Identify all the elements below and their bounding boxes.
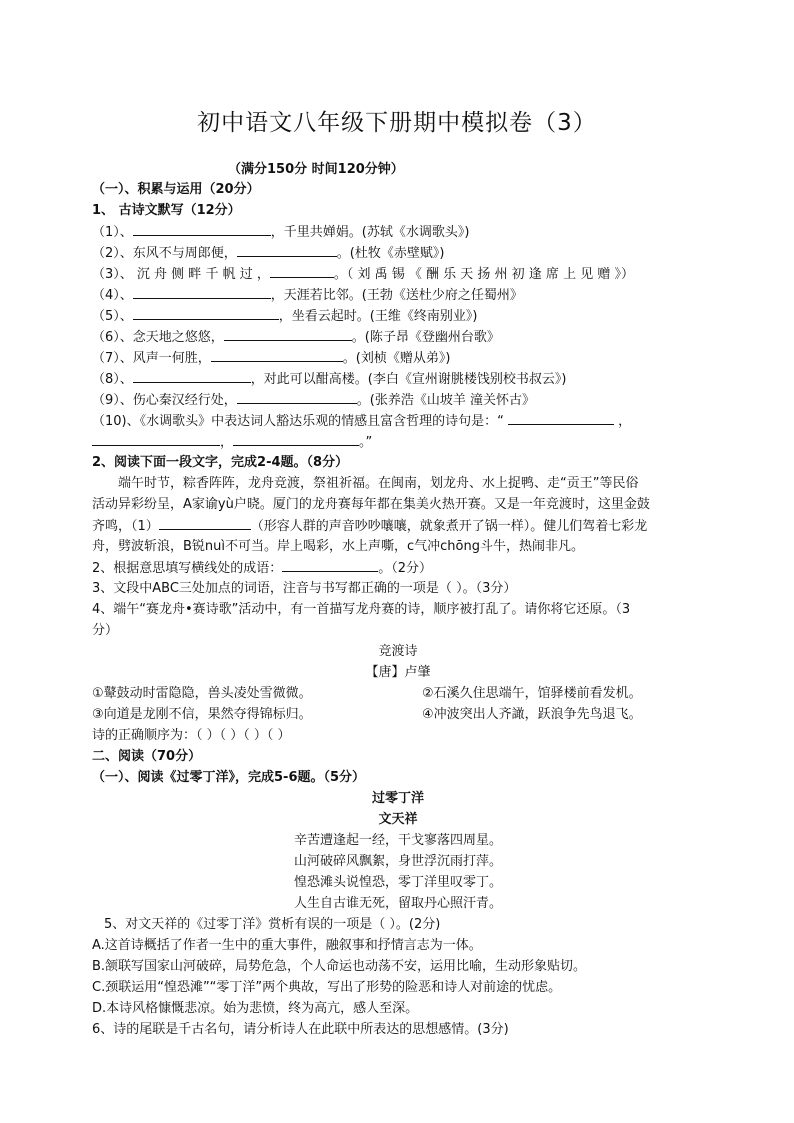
q1-item-10: （10)、《水调歌头》中表达词人豁达乐观的情感且富含哲理的诗句是：“ ， <box>92 414 632 429</box>
q6-question: 6、诗的尾联是千古名句，请分析诗人在此联中所表达的思想感情。(3分) <box>92 1022 509 1037</box>
answer-blank[interactable] <box>508 412 614 425</box>
section1-heading: （一）、积累与运用（20分） <box>92 182 260 197</box>
q1-item-8: （8）、 ，对此可以酣高楼。(李白《宣州谢朓楼饯别校书叔云》) <box>92 372 567 387</box>
answer-blank[interactable] <box>233 433 359 446</box>
q1-heading: 1、 古诗文默写（12分） <box>92 203 241 218</box>
poem1-line: ②石溪久住思端午，馆驿楼前看发机。 <box>422 686 642 701</box>
q4-question: 4、端午“赛龙舟•赛诗歌”活动中，有一首描写龙舟赛的诗，顺序被打乱了。请你将它还原。（3 <box>92 602 631 617</box>
answer-blank[interactable] <box>270 265 334 278</box>
poem2-line: 山河破碎风飘絮，身世浮沉雨打萍。 <box>293 854 502 869</box>
q1-item-5: （5）、 ，坐看云起时。(王维《终南别业》) <box>92 309 478 324</box>
q5-question: 5、对文天祥的《过零丁洋》赏析有误的一项是（ ）。(2分) <box>104 917 441 932</box>
answer-blank[interactable] <box>237 244 337 257</box>
page-title: 初中语文八年级下册期中模拟卷（3） <box>197 110 597 136</box>
answer-blank[interactable] <box>224 328 352 341</box>
answer-blank[interactable] <box>133 223 271 236</box>
answer-blank[interactable] <box>133 307 279 320</box>
q1-item-3: （3）、 沉 舟 侧 畔 千 帆 过 ， 。（ 刘 禹 锡 《 酬 乐 天 扬 州 初 逢 席 上 见 赠 》） <box>92 267 634 282</box>
poem1-line: ③向道是龙刚不信，果然夺得锦标归。 <box>92 707 312 722</box>
passage-line: 端午时节，粽香阵阵，龙舟竞渡，祭祖祈福。在闽南，划龙舟、水上捉鸭、走“贡王”等民俗 <box>118 476 639 491</box>
poem2-line: 辛苦遭逢起一经，干戈寥落四周星。 <box>293 833 502 848</box>
q5-option-c: C.颈联运用“惶恐滩”“零丁洋”两个典故，写出了形势的险恶和诗人对前途的忧虑。 <box>92 980 562 995</box>
section2-sub1: （一）、阅读《过零丁洋》，完成5-6题。（5分） <box>92 770 366 785</box>
q3-question: 3、文段中ABC三处加点的词语，注音与书写都正确的一项是（ ）。（3分） <box>92 581 517 596</box>
answer-blank[interactable] <box>92 433 220 446</box>
q1-item-1: （1）、 ，千里共婵娟。(苏轼《水调歌头》) <box>92 225 470 240</box>
q5-option-a: A.这首诗概括了作者一生中的重大事件，融叙事和抒情言志为一体。 <box>92 938 482 953</box>
poem1-author: 【唐】卢肇 <box>365 665 431 680</box>
poem2-title: 过零丁洋 <box>371 791 424 806</box>
answer-blank[interactable] <box>282 559 378 572</box>
poem2-line: 惶恐滩头说惶恐，零丁洋里叹零丁。 <box>293 875 502 890</box>
q1-item-6: （6）、念天地之悠悠， 。(陈子昂《登幽州台歌》 <box>92 330 500 345</box>
q1-item-10-cont: ， 。” <box>92 433 704 452</box>
passage-line: 齐鸣，（1） （形容人群的声音吵吵嚷嚷，就象煮开了锅一样）。健儿们驾着七彩龙 <box>92 519 648 534</box>
poem2-line: 人生自古谁无死，留取丹心照汗青。 <box>293 896 502 911</box>
poem1-order: 诗的正确顺序为：（ ）（ ）（ ）（ ） <box>92 728 291 743</box>
q4-question-cont: 分） <box>92 623 119 638</box>
answer-blank[interactable] <box>133 370 251 383</box>
answer-blank[interactable] <box>237 391 357 404</box>
q1-item-4: （4）、 ，天涯若比邻。(王勃《送杜少府之任蜀州》 <box>92 288 523 303</box>
answer-blank[interactable] <box>133 286 271 299</box>
q2-heading: 2、阅读下面一段文字，完成2-4题。（8分） <box>92 455 349 470</box>
q1-item-9: （9）、伤心秦汉经行处， 。(张养浩《山坡羊 潼关怀古》 <box>92 393 536 408</box>
poem1-line: ④冲波突出人齐譀，跃浪争先鸟退飞。 <box>422 707 642 722</box>
section2-heading: 二、阅读（70分） <box>92 749 202 764</box>
answer-blank[interactable] <box>159 517 251 530</box>
exam-info: （满分150分 时间120分钟） <box>228 162 404 177</box>
poem1-line: ①鼙鼓动时雷隐隐，兽头凌处雪微微。 <box>92 686 312 701</box>
q1-item-7: （7）、风声一何胜， 。(刘桢《赠从弟》) <box>92 351 451 366</box>
q1-item-2: （2）、东风不与周郎便， 。(杜牧《赤壁赋》) <box>92 246 445 261</box>
q5-option-d: D.本诗风格慷慨悲凉。始为悲愤，终为高亢，感人至深。 <box>92 1001 419 1016</box>
answer-blank[interactable] <box>211 349 343 362</box>
q2-fill-question: 2、根据意思填写横线处的成语： 。（2分） <box>92 561 433 576</box>
poem2-author: 文天祥 <box>378 812 418 827</box>
passage-line: 舟，劈波斩浪，B锐nuì不可当。岸上喝彩，水上声嘶，c气冲chōng斗牛，热闹非凡。 <box>92 539 584 554</box>
passage-line: 活动异彩纷呈，A家谕yù户晓。厦门的龙舟赛每年都在集美火热开赛。又是一年竞渡时，这里金鼓 <box>92 497 650 512</box>
poem1-title: 竞渡诗 <box>378 644 418 659</box>
q5-option-b: B.颔联写国家山河破碎，局势危急，个人命运也动荡不安，运用比喻，生动形象贴切。 <box>92 959 587 974</box>
